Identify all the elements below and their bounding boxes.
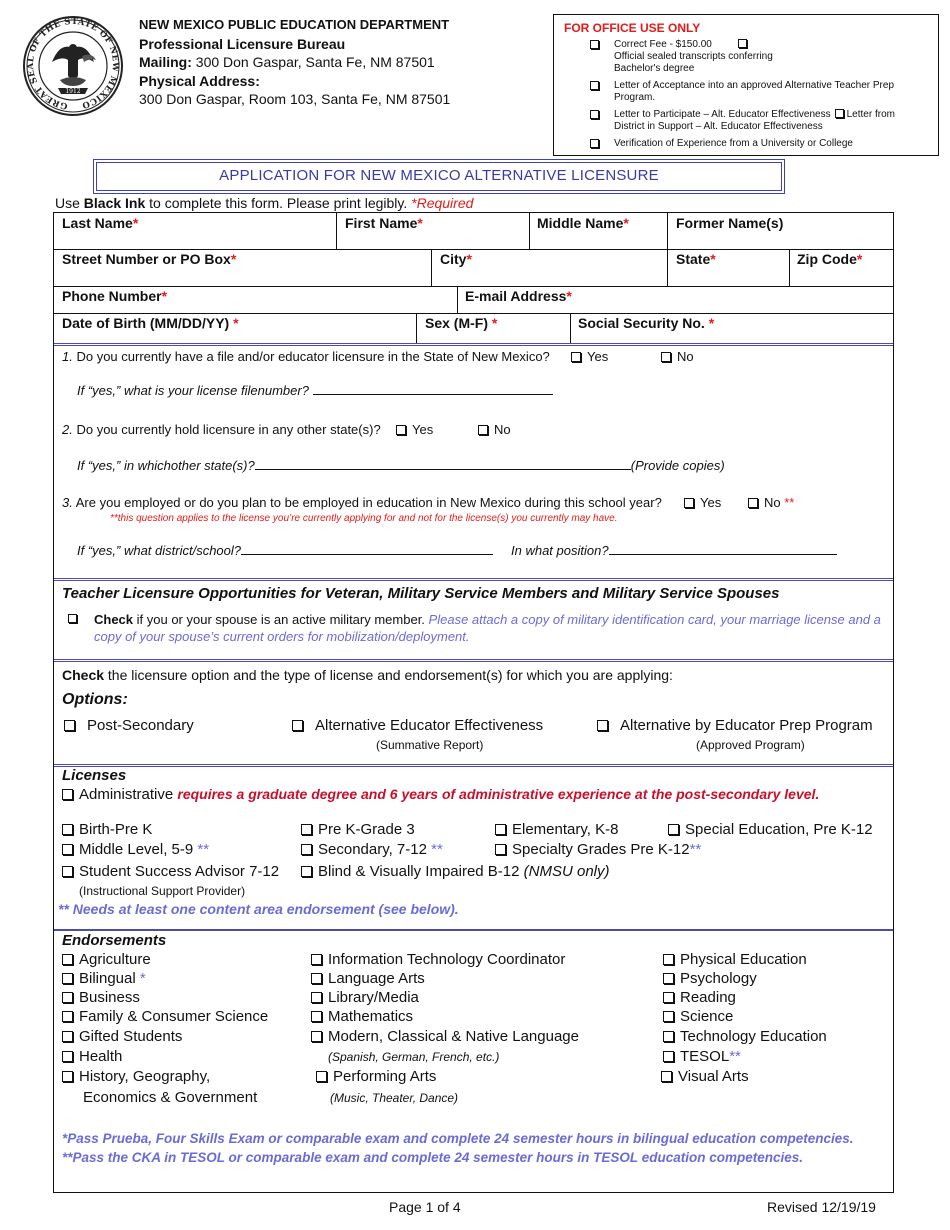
phone-label: Phone Number* (62, 288, 168, 304)
city-field[interactable] (432, 250, 667, 286)
application-title-box (93, 159, 785, 194)
svg-text:GREAT SEAL OF THE STATE OF NEW: GREAT SEAL OF THE STATE OF NEW MEXICO (25, 16, 121, 111)
endorsement-psychology[interactable]: Psychology (663, 970, 757, 987)
military-checkbox[interactable] (68, 611, 83, 626)
endorsement-performing-arts[interactable]: Performing Arts (316, 1068, 436, 1085)
license-elementary[interactable]: Elementary, K-8 (495, 821, 618, 838)
options-intro: Check the licensure option and the type of license and endorsement(s) for which you are applying: (62, 667, 673, 683)
mailing-label: Mailing: (139, 54, 192, 70)
option-alt-educator-effectiveness[interactable]: Alternative Educator Effectiveness (292, 717, 543, 734)
licenses-needs-note: ** Needs at least one content area endorsement (see below). (58, 901, 459, 917)
q3-followup-district: If “yes,” what district/school? (77, 543, 493, 558)
office-checkbox-transcripts[interactable] (738, 39, 747, 48)
bureau-name: Professional Licensure Bureau (139, 35, 346, 52)
physical-label: Physical Address: (139, 72, 260, 89)
endorsement-visual-arts[interactable]: Visual Arts (661, 1068, 749, 1085)
question-2: 2. Do you currently hold licensure in any other state(s)? (62, 422, 381, 437)
zip-field[interactable] (790, 250, 894, 286)
option-alt-educator-prep[interactable]: Alternative by Educator Prep Program (597, 717, 873, 734)
first-name-label: First Name* (345, 215, 423, 231)
military-heading: Teacher Licensure Opportunities for Veteran, Military Service Members and Military Service Spouses (62, 585, 780, 602)
phone-field[interactable] (54, 287, 457, 313)
endorsement-gifted-students[interactable]: Gifted Students (62, 1028, 182, 1045)
office-checkbox-district[interactable] (835, 109, 844, 118)
endorsement-library-media[interactable]: Library/Media (311, 989, 419, 1006)
application-form (53, 212, 894, 1193)
q2-no-checkbox[interactable] (478, 425, 488, 435)
ssn-label: Social Security No. * (578, 315, 715, 331)
revision-date: Revised 12/19/19 (767, 1199, 876, 1215)
question-1: 1. Do you currently have a file and/or educator licensure in the State of New Mexico? (62, 349, 550, 364)
license-special-ed[interactable]: Special Education, Pre K-12 (668, 821, 873, 838)
first-name-field[interactable] (337, 213, 529, 249)
question-3: 3. Are you employed or do you plan to be employed in education in New Mexico during this school year? (62, 495, 662, 510)
endorsement-tesol[interactable]: TESOL** (663, 1048, 741, 1065)
q1-yes-checkbox[interactable] (571, 352, 581, 362)
former-names-field[interactable] (668, 213, 894, 249)
endorsement-family-consumer-science[interactable]: Family & Consumer Science (62, 1008, 268, 1025)
endorsement-mathematics[interactable]: Mathematics (311, 1008, 413, 1025)
endorsement-history-geography[interactable]: History, Geography, (62, 1068, 210, 1085)
state-field[interactable] (668, 250, 789, 286)
q1-yes-option[interactable]: Yes (571, 349, 608, 364)
endorsement-science[interactable]: Science (663, 1008, 733, 1025)
q3-note: **this question applies to the license you’re currently applying for and not for the license(s) you currently may have. (110, 513, 618, 524)
performing-arts-subtitle: (Music, Theater, Dance) (330, 1091, 459, 1105)
q3-followup-position: In what position? (511, 543, 837, 558)
q3-yes-option[interactable]: Yes (684, 495, 721, 510)
license-prek-3[interactable]: Pre K-Grade 3 (301, 821, 415, 838)
svg-text:1912: 1912 (65, 88, 81, 95)
q3-yes-checkbox[interactable] (684, 498, 694, 508)
state-label: State* (676, 251, 716, 267)
office-item-transcripts: Official sealed transcripts conferring Bachelor's degree (614, 51, 773, 74)
physical-address: 300 Don Gaspar, Room 103, Santa Fe, NM 87501 (139, 91, 451, 107)
endorsement-it-coordinator[interactable]: Information Technology Coordinator (311, 951, 565, 968)
endorsement-health[interactable]: Health (62, 1048, 122, 1065)
office-use-box (553, 14, 939, 156)
office-checkbox-acceptance[interactable] (590, 81, 599, 90)
dob-label: Date of Birth (MM/DD/YY) * (62, 315, 239, 331)
option2-subtitle: (Summative Report) (376, 738, 484, 752)
office-use-title: FOR OFFICE USE ONLY (564, 21, 701, 35)
q2-yes-checkbox[interactable] (396, 425, 406, 435)
state-seal-logo (22, 12, 124, 120)
option3-subtitle: (Approved Program) (696, 738, 805, 752)
q2-yes-option[interactable]: Yes (396, 422, 433, 437)
q1-followup: If “yes,” what is your license filenumber? (77, 383, 553, 398)
street-field[interactable] (54, 250, 431, 286)
zip-label: Zip Code* (797, 251, 863, 267)
ssn-field[interactable] (571, 314, 894, 343)
office-item-verification: Verification of Experience from a University or College (614, 138, 853, 149)
q1-no-option[interactable]: No (661, 349, 694, 364)
email-field[interactable] (458, 287, 894, 313)
sex-field[interactable] (417, 314, 570, 343)
q3-no-option[interactable]: No ** (748, 495, 794, 510)
office-checkbox-participate[interactable] (590, 110, 599, 119)
options-heading: Options: (62, 691, 128, 708)
tesol-requirement-note: **Pass the CKA in TESOL or comparable exam and complete 24 semester hours in TESOL education competencies. (62, 1150, 803, 1165)
q2-followup: If “yes,” in whichother state(s)? (Provide copies) (77, 458, 725, 473)
endorsement-bilingual[interactable]: Bilingual * (62, 970, 146, 987)
other-states-input[interactable] (255, 458, 631, 470)
q2-no-option[interactable]: No (478, 422, 511, 437)
endorsement-agriculture[interactable]: Agriculture (62, 951, 151, 968)
department-name: NEW MEXICO PUBLIC EDUCATION DEPARTMENT (139, 17, 450, 32)
instructions: Use Black Ink to complete this form. Please print legibly. *Required (55, 195, 474, 211)
middle-name-label: Middle Name* (537, 215, 629, 231)
license-middle-level[interactable]: Middle Level, 5-9 ** (62, 841, 209, 858)
position-input[interactable] (609, 543, 837, 555)
endorsements-heading: Endorsements (62, 932, 167, 949)
license-blind-visually-impaired[interactable]: Blind & Visually Impaired B-12 (NMSU only) (301, 863, 610, 880)
dob-field[interactable] (54, 314, 416, 343)
endorsement-physical-education[interactable]: Physical Education (663, 951, 807, 968)
office-checkbox-fee[interactable] (590, 40, 599, 49)
license-student-success-advisor[interactable]: Student Success Advisor 7-12 (62, 863, 279, 880)
mailing-address: 300 Don Gaspar, Santa Fe, NM 87501 (195, 54, 435, 70)
endorsement-history-continued: Economics & Government (83, 1089, 258, 1106)
last-name-label: Last Name* (62, 215, 139, 231)
licenses-heading: Licenses (62, 767, 127, 784)
office-item-acceptance: Letter of Acceptance into an approved Alternative Teacher Prep Program. (614, 80, 894, 103)
middle-name-field[interactable] (530, 213, 667, 249)
license-specialty-grades[interactable]: Specialty Grades Pre K-12** (495, 841, 701, 858)
bilingual-requirement-note: *Pass Prueba, Four Skills Exam or comparable exam and complete 24 semester hours in bilingual education competencies. (62, 1131, 854, 1146)
license-number-input[interactable] (313, 383, 553, 395)
license-secondary[interactable]: Secondary, 7-12 ** (301, 841, 443, 858)
endorsement-technology-education[interactable]: Technology Education (663, 1028, 827, 1045)
office-item-participate: Letter to Participate – Alt. Educator Effectiveness (614, 109, 831, 120)
office-item-district: Letter from District in Support – Alt. Educator Effectiveness (614, 109, 895, 132)
former-names-label: Former Name(s) (676, 215, 784, 231)
city-label: City* (440, 251, 472, 267)
ssa-subtitle: (Instructional Support Provider) (79, 884, 246, 898)
last-name-field[interactable] (54, 213, 336, 249)
street-label: Street Number or PO Box* (62, 251, 237, 267)
office-item-fee: Correct Fee - $150.00 (614, 39, 712, 50)
license-birth-prek[interactable]: Birth-Pre K (62, 821, 152, 838)
endorsement-business[interactable]: Business (62, 989, 140, 1006)
q3-no-checkbox[interactable] (748, 498, 758, 508)
license-administrative[interactable]: Administrative requires a graduate degree and 6 years of administrative experience at the post-secondary level. (62, 786, 819, 803)
language-subtitle: (Spanish, German, French, etc.) (328, 1050, 500, 1064)
email-label: E-mail Address* (465, 288, 572, 304)
sex-label: Sex (M-F) * (425, 315, 498, 331)
option-post-secondary[interactable]: Post-Secondary (64, 717, 194, 734)
q1-no-checkbox[interactable] (661, 352, 671, 362)
header-address-block (139, 16, 450, 109)
district-school-input[interactable] (241, 543, 493, 555)
page-number: Page 1 of 4 (389, 1199, 461, 1215)
endorsement-reading[interactable]: Reading (663, 989, 736, 1006)
military-text: Check if you or your spouse is an active military member. Please attach a copy of military identification card, your marriage license and a copy of your spouse’s current orders for mobilization/deployment. (94, 612, 881, 644)
office-checkbox-verification[interactable] (590, 139, 599, 148)
endorsement-modern-classical-native-language[interactable]: Modern, Classical & Native Language (311, 1028, 579, 1045)
endorsement-language-arts[interactable]: Language Arts (311, 970, 425, 987)
application-title: APPLICATION FOR NEW MEXICO ALTERNATIVE LICENSURE (96, 162, 782, 191)
